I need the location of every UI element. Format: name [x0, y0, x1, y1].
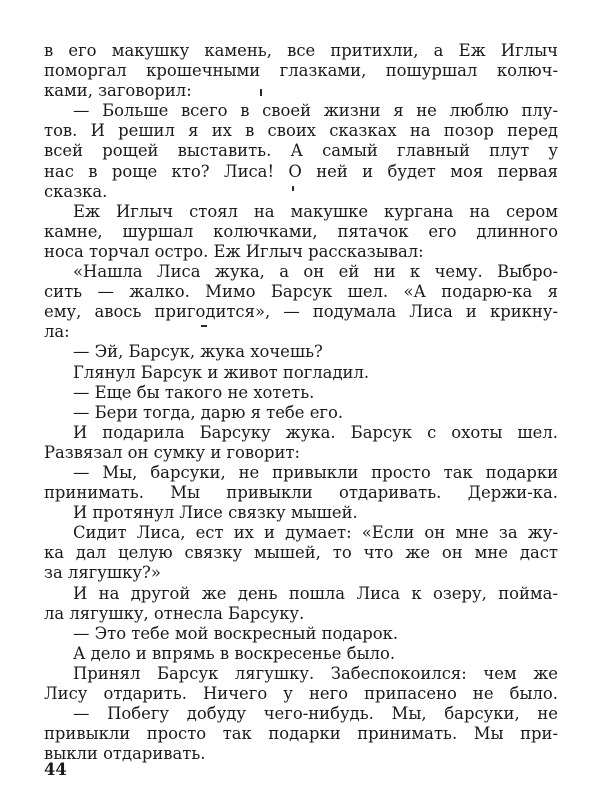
text-line: Глянул Барсук и живот погладил. — [73, 362, 370, 382]
text-line: принимать. Мы привыкли отдаривать. Держи-ка. — [44, 483, 558, 503]
text-line: А дело и впрямь в воскресенье было. — [73, 643, 396, 663]
text-line: — Эй, Барсук, жука хочешь? — [73, 342, 323, 362]
body-text — [44, 41, 558, 764]
text-line: ла лягушку, отнесла Барсуку. — [44, 603, 305, 623]
text-line: выкли отдаривать. — [44, 744, 206, 764]
text-line: — Еще бы такого не хотеть. — [73, 382, 315, 402]
print-speck — [201, 325, 207, 327]
text-line: — Больше всего в своей жизни я не люблю плу- — [73, 101, 558, 121]
text-line: — Мы, барсуки, не привыкли просто так подарки — [73, 462, 558, 482]
text-line: тов. И решил я их в своих сказках на позор перед — [44, 121, 558, 141]
text-line: — Побегу добуду чего-нибудь. Мы, барсуки, не — [73, 704, 558, 724]
text-line: ка дал целую связку мышей, то что же он мне даст — [44, 543, 558, 563]
text-line: Принял Барсук лягушку. Забеспокоился: чем же — [73, 663, 558, 683]
text-line: привыкли просто так подарки принимать. Мы при- — [44, 724, 558, 744]
text-line: Сидит Лиса, ест их и думает: «Если он мне за жу- — [73, 523, 558, 543]
text-line: ла: — [44, 322, 70, 342]
text-line: Развязал он сумку и говорит: — [44, 442, 301, 462]
text-line: носа торчал остро. Еж Иглыч рассказывал: — [44, 241, 424, 261]
text-line: «Нашла Лиса жука, а он ей ни к чему. Выбро- — [73, 262, 558, 282]
print-speck — [260, 89, 262, 96]
print-speck — [292, 186, 294, 191]
text-line: сить — жалко. Мимо Барсук шел. «А подарю-ка я — [44, 282, 558, 302]
text-line: ками, заговорил: — [44, 81, 192, 101]
text-line: нас в роще кто? Лиса! О ней и будет моя первая — [44, 161, 558, 181]
text-line: И протянул Лисе связку мышей. — [73, 503, 358, 523]
text-line: И подарила Барсуку жука. Барсук с охоты шел. — [73, 422, 558, 442]
text-line: — Бери тогда, дарю я тебе его. — [73, 402, 344, 422]
text-line: ему, авось пригодится», — подумала Лиса и крикну- — [44, 302, 558, 322]
text-line: Лису отдарить. Ничего у него припасено не было. — [44, 684, 558, 703]
text-line: в его макушку камень, все притихли, а Еж Иглыч — [44, 41, 558, 60]
text-line: камне, шуршал колючками, пятачок его длинного — [44, 221, 558, 241]
text-line: сказка. — [44, 181, 108, 201]
text-line: поморгал крошечными глазками, пошуршал колюч- — [44, 61, 558, 81]
text-line: за лягушку?» — [44, 563, 161, 583]
text-line: всей рощей выставить. А самый главный плут у — [44, 141, 558, 161]
text-line: И на другой же день пошла Лиса к озеру, пойма- — [73, 583, 558, 603]
text-line: — Это тебе мой воскресный подарок. — [73, 623, 399, 643]
page-number: 44 — [44, 760, 67, 779]
text-line: Еж Иглыч стоял на макушке кургана на сером — [73, 201, 558, 221]
